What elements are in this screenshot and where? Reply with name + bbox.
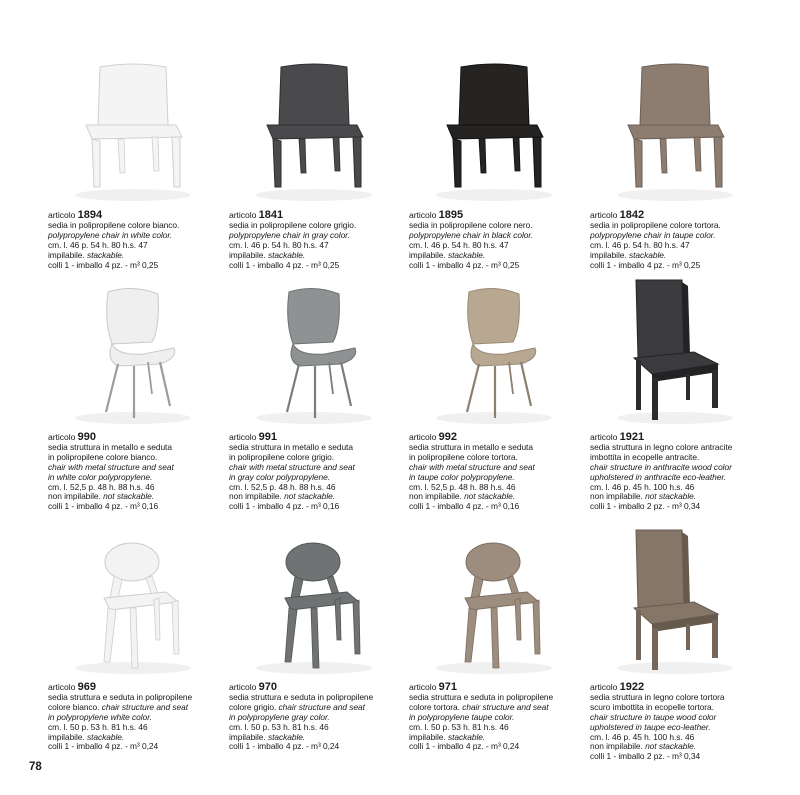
article-code: 1894 [77,209,103,221]
chair-leg [636,360,641,410]
stackability-en: stackable. [628,249,667,260]
description-it-text: sedia struttura e seduta in polipropilene [229,691,374,702]
dimensions-text: cm. l. 50 p. 53 h. 81 h.s. 46 [48,721,148,732]
packaging [229,742,404,752]
chair-seat [267,125,363,139]
article-code: 1921 [619,431,645,443]
description-it-text: sedia in polipropilene colore grigio. [229,219,357,230]
chair-photo [48,528,223,676]
dimensions-text: cm. l. 52,5 p. 48 h. 88 h.s. 46 [229,481,336,492]
description-en-text: chair structure in taupe wood color [590,711,717,722]
stackability-en: not stackable. [645,491,697,502]
article-label: articolo [590,682,620,692]
chair-backrest [636,530,684,608]
product-caption [48,683,223,752]
chair-leg [335,598,341,640]
chair-leg [515,598,521,640]
chair-leg [172,600,179,654]
chair-leg [172,137,180,187]
chair-photo [229,528,404,676]
description-en-text: in taupe color polypropylene. [409,471,515,482]
floor-shadow [75,189,191,201]
chair-illustration [48,55,218,203]
chair-leg [329,362,333,394]
article-code: 1895 [438,209,464,221]
chair-leg [521,362,531,406]
chair-leg [353,137,361,187]
chair-seat [86,125,182,139]
chair-leg [660,139,667,173]
description-it-text: colore grigio. [229,701,279,712]
description-en-text: chair with metal structure and seat [48,461,174,472]
product-caption [409,211,584,270]
stackability-en: stackable. [447,249,486,260]
article-label: articolo [409,432,439,442]
stackability-it: impilabile. [409,731,448,742]
dimensions-text: cm. l. 50 p. 53 h. 81 h.s. 46 [229,721,329,732]
article-label: articolo [229,432,259,442]
chair-leg [652,628,658,670]
description-it-text: sedia struttura in metallo e seduta [229,441,353,452]
packaging [48,502,223,512]
description-it-text: in polipropilene colore tortora. [409,451,518,462]
stackability-it: non impilabile. [590,491,646,502]
chair-leg [106,364,118,412]
chair-leg [491,608,499,668]
dimensions-text: cm. l. 46 p. 54 h. 80 h.s. 47 [229,239,329,250]
chair-leg [634,139,642,187]
chair-photo [48,55,223,203]
packaging-text: colli 1 - imballo 4 pz. - m³ 0,16 [409,501,520,512]
dimensions-text: cm. l. 46 p. 54 h. 80 h.s. 47 [48,239,148,250]
packaging [409,502,584,512]
floor-shadow [256,189,372,201]
dimensions-text: cm. l. 50 p. 53 h. 81 h.s. 46 [409,721,509,732]
stackability-it: impilabile. [48,731,87,742]
chair-seat [628,125,724,139]
packaging-text: colli 1 - imballo 2 pz. - m³ 0,34 [590,751,701,762]
chair-leg [533,600,540,654]
packaging [48,261,223,271]
floor-shadow [436,189,552,201]
chair-illustration [409,278,579,426]
chair-backrest [466,543,520,581]
chair-photo [590,278,765,426]
description-en-text: upholstered in anthracite eco-leather. [590,471,727,482]
stackability-it: impilabile. [409,249,448,260]
chair-leg [285,608,297,662]
packaging [590,261,765,271]
description-en-text: polypropylene chair in taupe color. [590,229,716,240]
chair-leg [636,610,641,660]
stackability-en: stackable. [86,731,125,742]
description-en-text: chair structure and seat [101,701,189,712]
chair-backrest [107,288,159,344]
chair-leg [333,137,340,171]
chair-leg [311,608,319,668]
description-en-text: in white color polypropylene. [48,471,153,482]
product-caption [229,211,404,270]
dimensions-text: cm. l. 52,5 p. 48 h. 88 h.s. 46 [409,481,516,492]
chair-leg [160,362,170,406]
chair-leg [154,598,160,640]
article-label: articolo [48,682,78,692]
dimensions-text: cm. l. 46 p. 54 h. 80 h.s. 47 [409,239,509,250]
chair-seat [471,344,536,366]
chair-illustration [590,278,760,426]
chair-leg [712,620,718,658]
product-caption [229,683,404,752]
stackability-en: not stackable. [464,491,516,502]
chair-leg [353,600,360,654]
chair-photo [409,278,584,426]
chair-leg [104,608,116,662]
floor-shadow [617,662,733,674]
description-en-text: chair with metal structure and seat [229,461,355,472]
packaging-text: colli 1 - imballo 4 pz. - m³ 0,24 [229,741,340,752]
page-number: 78 [29,761,42,773]
chair-photo [48,278,223,426]
chair-seat [110,344,175,366]
chair-illustration [229,278,399,426]
stackability-en: not stackable. [103,491,155,502]
description-it-text: sedia in polipropilene colore bianco. [48,219,180,230]
product-caption [409,683,584,752]
article-code: 970 [258,681,278,693]
packaging [590,752,765,762]
stackability-en: stackable. [267,731,306,742]
packaging-text: colli 1 - imballo 4 pz. - m³ 0,25 [48,259,159,270]
chair-backrest [468,288,520,344]
dimensions-text: cm. l. 52,5 p. 48 h. 88 h.s. 46 [48,481,155,492]
chair-leg [92,139,100,187]
chair-illustration [48,278,218,426]
chair-leg [686,374,690,400]
chair-leg [714,137,722,187]
stackability-it: impilabile. [590,249,629,260]
floor-shadow [617,189,733,201]
packaging-text: colli 1 - imballo 4 pz. - m³ 0,25 [229,259,340,270]
product-caption [48,211,223,270]
chair-backrest [640,64,710,125]
packaging-text: colli 1 - imballo 4 pz. - m³ 0,24 [48,741,159,752]
product-caption [48,433,223,512]
stackability-en: stackable. [267,249,306,260]
chair-leg [465,608,477,662]
stackability-it: impilabile. [48,249,87,260]
chair-leg [533,137,541,187]
description-it-text: in polipropilene colore grigio. [229,451,335,462]
description-en-text: polypropylene chair in white color. [48,229,173,240]
stackability-it: non impilabile. [409,491,465,502]
chair-leg [694,137,701,171]
article-code: 1842 [619,209,645,221]
description-en-text: polypropylene chair in gray color. [229,229,350,240]
description-it-text: colore tortora. [409,701,463,712]
article-label: articolo [409,210,439,220]
chair-illustration [229,55,399,203]
chair-photo [590,55,765,203]
packaging-text: colli 1 - imballo 4 pz. - m³ 0,25 [590,259,701,270]
stackability-it: impilabile. [229,731,268,742]
packaging-text: colli 1 - imballo 2 pz. - m³ 0,34 [590,501,701,512]
chair-illustration [590,55,760,203]
article-label: articolo [590,210,620,220]
article-code: 992 [438,431,458,443]
description-it-text: sedia struttura in metallo e seduta [48,441,172,452]
chair-photo [409,55,584,203]
chair-illustration [409,528,579,676]
description-it-text: sedia in polipropilene colore tortora. [590,219,721,230]
chair-leg [148,362,152,394]
chair-leg [273,139,281,187]
stackability-en: stackable. [447,731,486,742]
stackability-en: not stackable. [645,741,697,752]
chair-backrest [288,288,340,344]
packaging [48,742,223,752]
description-it-text: sedia struttura e seduta in polipropilene [409,691,554,702]
description-it-text: sedia struttura in legno colore antracite [590,441,733,452]
chair-leg [479,139,486,173]
description-it-text: colore bianco. [48,701,102,712]
chair-leg [341,362,351,406]
packaging-text: colli 1 - imballo 4 pz. - m³ 0,25 [409,259,520,270]
chair-leg [299,139,306,173]
article-code: 991 [258,431,278,443]
product-caption [229,433,404,512]
description-it-text: scuro imbottita in ecopelle tortora. [590,701,714,712]
article-code: 1922 [619,681,645,693]
chair-leg [513,137,520,171]
chair-backrest [286,543,340,581]
chair-leg [467,364,479,412]
chair-illustration [409,55,579,203]
stackability-it: non impilabile. [48,491,104,502]
description-it-text: sedia struttura in legno colore tortora [590,691,725,702]
article-code: 969 [77,681,97,693]
stackability-en: stackable. [86,249,125,260]
packaging-text: colli 1 - imballo 4 pz. - m³ 0,16 [229,501,340,512]
packaging [409,742,584,752]
article-code: 990 [77,431,97,443]
packaging [590,502,765,512]
stackability-it: non impilabile. [590,741,646,752]
chair-seat [447,125,543,139]
chair-leg [652,378,658,420]
description-en-text: in polypropylene white color. [48,711,152,722]
description-it-text: imbottita in ecopelle antracite. [590,451,700,462]
chair-leg [686,624,690,650]
packaging [229,502,404,512]
dimensions-text: cm. l. 46 p. 45 h. 100 h.s. 46 [590,481,695,492]
description-en-text: upholstered in taupe eco-leather. [590,721,711,732]
description-en-text: polypropylene chair in black color. [409,229,534,240]
chair-photo [229,278,404,426]
chair-illustration [48,528,218,676]
chair-leg [712,370,718,408]
article-label: articolo [229,682,259,692]
article-code: 971 [438,681,458,693]
chair-leg [453,139,461,187]
chair-backrest [98,64,168,125]
chair-photo [590,528,765,676]
packaging [409,261,584,271]
chair-leg [509,362,513,394]
article-label: articolo [48,432,78,442]
chair-illustration [590,528,760,676]
floor-shadow [617,412,733,424]
article-label: articolo [48,210,78,220]
stackability-it: impilabile. [229,249,268,260]
chair-backrest [636,280,684,358]
stackability-it: non impilabile. [229,491,285,502]
description-it-text: sedia struttura in metallo e seduta [409,441,533,452]
description-it-text: in polipropilene colore bianco. [48,451,158,462]
chair-leg [118,139,125,173]
description-en-text: chair with metal structure and seat [409,461,535,472]
chair-leg [130,608,138,668]
article-label: articolo [590,432,620,442]
product-caption [590,433,765,512]
chair-backrest [105,543,159,581]
article-label: articolo [409,682,439,692]
chair-photo [229,55,404,203]
stackability-en: not stackable. [284,491,336,502]
description-en-text: chair structure and seat [278,701,365,712]
chair-illustration [229,528,399,676]
article-label: articolo [229,210,259,220]
product-caption [590,683,765,762]
description-en-text: in polypropylene gray color. [229,711,330,722]
packaging-text: colli 1 - imballo 4 pz. - m³ 0,16 [48,501,159,512]
dimensions-text: cm. l. 46 p. 45 h. 100 h.s. 46 [590,731,695,742]
chair-seat [291,344,356,366]
packaging-text: colli 1 - imballo 4 pz. - m³ 0,24 [409,741,520,752]
description-en-text: chair structure and seat [462,701,549,712]
dimensions-text: cm. l. 46 p. 54 h. 80 h.s. 47 [590,239,690,250]
chair-backrest [459,64,529,125]
description-en-text: in polypropylene taupe color. [409,711,515,722]
article-code: 1841 [258,209,284,221]
product-caption [590,211,765,270]
chair-backrest [279,64,349,125]
chair-photo [409,528,584,676]
description-en-text: chair structure in anthracite wood color [590,461,732,472]
description-en-text: in gray color polypropylene. [229,471,331,482]
chair-leg [287,364,299,412]
product-caption [409,433,584,512]
packaging [229,261,404,271]
description-it-text: sedia struttura e seduta in polipropilene [48,691,193,702]
chair-leg [152,137,159,171]
description-it-text: sedia in polipropilene colore nero. [409,219,533,230]
